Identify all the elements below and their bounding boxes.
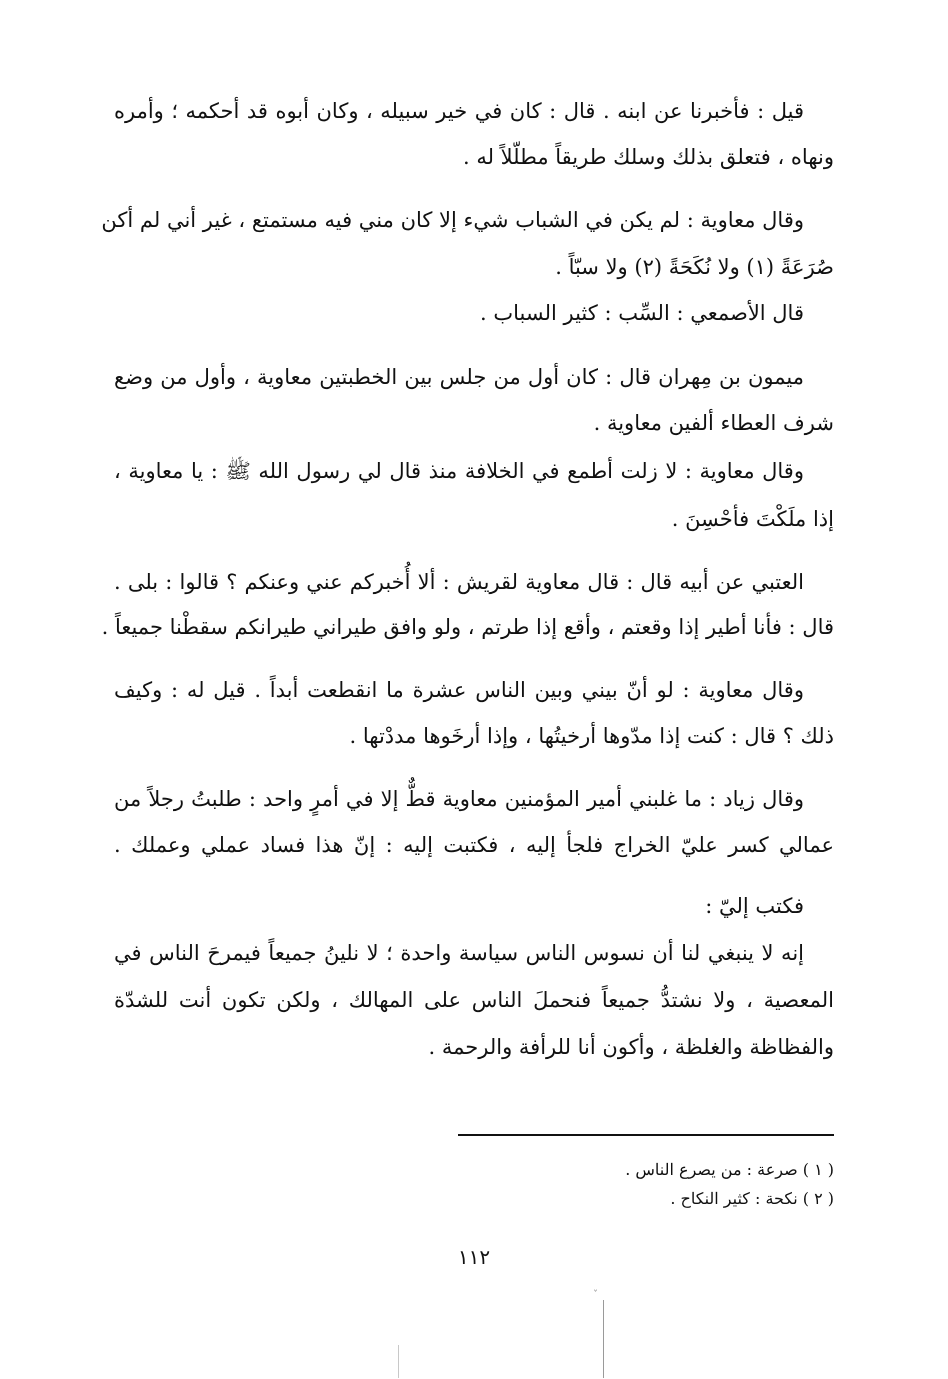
text-line: العتبي عن أبيه قال : قال معاوية لقريش : ألا أُخبركم عني وعنكم ؟ قالوا : بلى . — [114, 570, 804, 594]
scan-artifact-line — [603, 1300, 604, 1378]
text-line: وقال زياد : ما غلبني أمير المؤمنين معاوية قطٌّ إلا في أمرٍ واحد : طلبتُ رجلاً من — [114, 787, 804, 811]
text-line: وقال معاوية : لو أنّ بيني وبين الناس عشرة ما انقطعت أبداً . قيل له : وكيف — [114, 678, 804, 702]
page-number: ١١٢ — [457, 1245, 491, 1269]
text-line: فكتب إليّ : — [705, 894, 804, 918]
scan-artifact-line — [398, 1345, 399, 1378]
text-line: وقال معاوية : لا زلت أطمع في الخلافة منذ قال لي رسول الله ﷺ : يا معاوية ، — [114, 459, 804, 483]
text-line: وقال معاوية : لم يكن في الشباب شيء إلا كان مني فيه مستمتع ، غير أني لم أكن — [101, 208, 804, 232]
footnote: ( ١ ) صرعة : من يصرع الناس . — [625, 1160, 834, 1179]
text-line: قال : فأنا أطير إذا وقعتم ، وأقع إذا طرتم ، ولو وافق طيراني طيرانكم سقطْنا جميعاً . — [101, 615, 834, 639]
text-line: قيل : فأخبرنا عن ابنه . قال : كان في خير سبيله ، وكان أبوه قد أحكمه ؛ وأمره — [114, 99, 804, 123]
text-line: شرف العطاء ألفين معاوية . — [593, 411, 834, 435]
text-line: صُرَعَةً (١) ولا نُكَحَةً (٢) ولا سبّاً . — [555, 255, 834, 279]
text-line: ذلك ؟ قال : كنت إذا مدّوها أرخيتُها ، وإذا أرخَوها مددْتها . — [349, 724, 834, 748]
footnote-separator — [458, 1134, 834, 1136]
footnote: ( ٢ ) نكحة : كثير النكاح . — [670, 1189, 834, 1208]
text-line: ميمون بن مِهران قال : كان أول من جلس بين الخطبتين معاوية ، وأول من وضع — [114, 365, 804, 389]
text-line: إذا ملَكْتَ فأحْسِنَ . — [671, 507, 834, 531]
text-line: إنه لا ينبغي لنا أن نسوس الناس سياسة واحدة ؛ لا نلينُ جميعاً فيمرحَ الناس في — [114, 941, 804, 965]
text-line: ونهاه ، فتعلق بذلك وسلك طريقاً مطلّلاً له . — [462, 145, 834, 169]
scan-artifact-dot: ˇ — [593, 1290, 598, 1301]
text-line: المعصية ، ولا نشتدُّ جميعاً فنحملَ الناس على المهالك ، ولكن تكون أنت للشدّة — [114, 988, 834, 1012]
text-line: قال الأصمعي : السِّب : كثير السباب . — [480, 301, 804, 325]
text-line: والفظاظة والغلظة ، وأكون أنا للرأفة والرحمة . — [428, 1035, 834, 1059]
text-line: عمالي كسر عليّ الخراج فلجأ إليه ، فكتبت إليه : إنّ هذا فساد عملي وعملك . — [114, 833, 834, 857]
